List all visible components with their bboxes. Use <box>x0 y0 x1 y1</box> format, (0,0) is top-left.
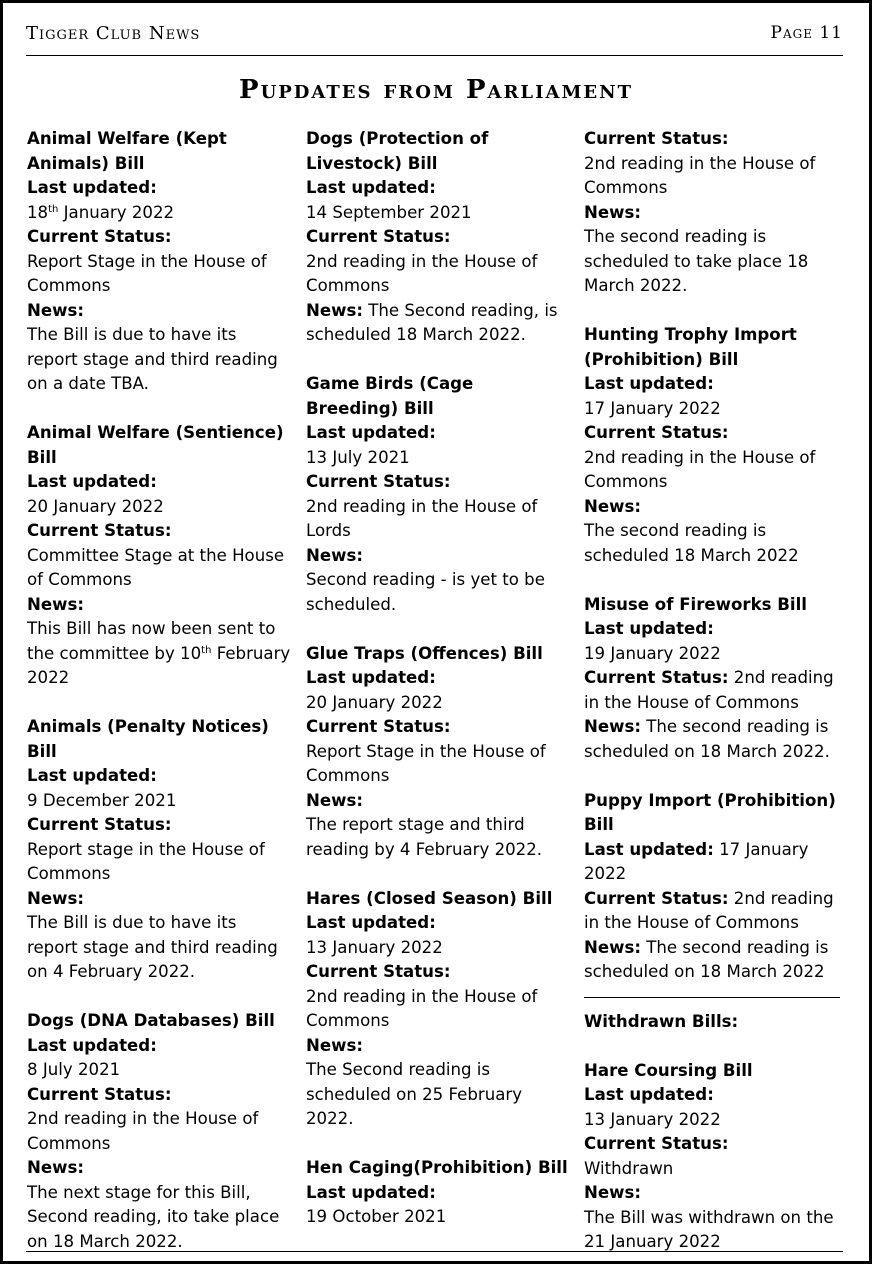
page-title: Pupdates from Parliament <box>239 75 633 105</box>
column-2 <box>306 127 570 1254</box>
bill-entry <box>27 421 291 691</box>
news-label: News: <box>306 300 363 320</box>
last-updated-value: 19 October 2021 <box>306 1207 447 1226</box>
news-value: The Bill is due to have its report stage and third reading on a date TBA. <box>27 325 278 393</box>
bill-name: Game Birds (Cage Breeding) Bill <box>306 374 474 418</box>
bill-entry <box>27 715 291 985</box>
last-updated-label: Last updated: <box>27 766 157 785</box>
current-status-value: Report Stage in the House of Commons <box>306 741 546 785</box>
current-status-label: Current Status: <box>584 1134 729 1153</box>
bill-name: Hen Caging(Prohibition) Bill <box>306 1158 568 1177</box>
last-updated-label: Last updated: <box>27 178 157 197</box>
current-status-label: Current Status: <box>306 717 451 736</box>
bill-entry <box>306 127 570 348</box>
news-label: News: <box>27 888 84 908</box>
current-status-label: Current Status: <box>27 815 172 834</box>
last-updated-value: 18th January 2022 <box>27 202 175 222</box>
current-status-value: Withdrawn <box>584 1158 674 1178</box>
bill-name: Misuse of Fireworks Bill <box>584 594 807 614</box>
bill-name: Glue Traps (Offences) Bill <box>306 643 543 663</box>
bill-entry <box>584 789 846 985</box>
last-updated-value: 9 December 2021 <box>27 790 177 810</box>
news-label: News: <box>584 937 641 957</box>
last-updated-value: 19 January 2022 <box>584 643 721 663</box>
news-label: News: <box>306 790 363 810</box>
bill-name: Hares (Closed Season) Bill <box>306 888 553 908</box>
last-updated-label: Last updated: <box>584 839 714 859</box>
current-status-label: Current Status: <box>584 423 729 442</box>
bill-entry <box>306 887 570 1132</box>
news-value: The second reading is scheduled on 18 March 2022 <box>584 937 829 981</box>
news-label: News: <box>584 202 641 222</box>
last-updated-value: 17 January 2022 <box>584 398 721 418</box>
withdrawn-heading-block <box>584 1010 846 1035</box>
bill-name: Dogs (Protection of Livestock) Bill <box>306 129 489 173</box>
last-updated-label: Last updated: <box>27 1035 157 1055</box>
news-value: The Bill was withdrawn on the 21 January 2022 <box>584 1207 834 1251</box>
last-updated-line <box>584 838 846 887</box>
news-label: News: <box>584 496 641 516</box>
current-status-label: Current Status: <box>27 227 172 246</box>
news-value: The second reading is scheduled 18 March 2022 <box>584 521 799 565</box>
last-updated-label: Last updated: <box>584 619 714 638</box>
news-value: The Bill is due to have its report stage and third reading on 4 February 2022. <box>27 913 278 981</box>
current-status-label: Current Status: <box>306 227 451 246</box>
current-status-value: 2nd reading in the House of Lords <box>306 496 538 540</box>
last-updated-label: Last updated: <box>306 423 436 442</box>
current-status-label: Current Status: <box>584 888 729 908</box>
news-value: The second reading is scheduled to take place 18 March 2022. <box>584 227 809 295</box>
bill-name: Animal Welfare (Sentience) Bill <box>27 423 284 467</box>
last-updated-label: Last updated: <box>306 668 436 687</box>
last-updated-label: Last updated: <box>584 374 714 393</box>
bill-name: Dogs (DNA Databases) Bill <box>27 1011 275 1030</box>
current-status-label: Current Status: <box>584 668 729 687</box>
news-line <box>584 936 846 985</box>
bill-entry <box>584 593 846 765</box>
last-updated-value: 17 January 2022 <box>584 839 809 883</box>
column-1 <box>27 127 291 1279</box>
bill-entry <box>27 127 291 397</box>
bill-entry <box>306 1156 570 1230</box>
news-line <box>584 715 846 764</box>
last-updated-label: Last updated: <box>306 178 436 197</box>
bill-entry <box>27 1009 291 1254</box>
last-updated-value: 13 January 2022 <box>584 1109 721 1129</box>
bill-entry <box>306 372 570 617</box>
current-status-label: Current Status: <box>584 129 729 148</box>
bill-entry-withdrawn <box>584 1059 846 1255</box>
current-status-value: 2nd reading in the House of Commons <box>584 668 834 712</box>
page-header <box>26 23 843 56</box>
last-updated-label: Last updated: <box>306 1182 436 1202</box>
last-updated-value: 8 July 2021 <box>27 1060 121 1079</box>
bill-name: Animals (Penalty Notices) Bill <box>27 717 269 761</box>
current-status-value: 2nd reading in the House of Commons <box>306 986 538 1030</box>
current-status-value: 2nd reading in the House of Commons <box>584 447 816 491</box>
last-updated-label: Last updated: <box>584 1085 714 1104</box>
news-label: News: <box>584 1183 641 1202</box>
news-label: News: <box>27 1158 84 1177</box>
news-label: News: <box>27 594 84 614</box>
last-updated-value: 20 January 2022 <box>27 496 164 516</box>
last-updated-value: 14 September 2021 <box>306 202 472 222</box>
last-updated-value: 13 July 2021 <box>306 447 410 467</box>
column-3 <box>584 127 846 1279</box>
current-status-label: Current Status: <box>306 962 451 981</box>
news-label: News: <box>584 717 641 736</box>
current-status-label: Current Status: <box>27 1084 172 1104</box>
current-status-line <box>584 666 846 715</box>
bill-name: Puppy Import (Prohibition) Bill <box>584 790 836 834</box>
news-value: This Bill has now been sent to the committee by 10th February 2022 <box>27 619 291 687</box>
current-status-value: 2nd reading in the House of Commons <box>584 888 834 932</box>
section-divider <box>584 997 840 998</box>
current-status-label: Current Status: <box>306 472 451 491</box>
footer-rule <box>26 1251 843 1252</box>
last-updated-label: Last updated: <box>306 913 436 932</box>
current-status-value: 2nd reading in the House of Commons <box>27 1109 259 1153</box>
news-line <box>306 299 570 348</box>
current-status-value: 2nd reading in the House of Commons <box>306 251 538 295</box>
bill-entry <box>306 642 570 863</box>
news-value: The Second reading is scheduled on 25 February 2022. <box>306 1060 523 1128</box>
last-updated-label: Last updated: <box>27 472 157 491</box>
newsletter-name: Tigger Club News <box>26 23 201 44</box>
news-value: The Second reading, is scheduled 18 March 2022. <box>306 300 558 344</box>
current-status-value: Report Stage in the House of Commons <box>27 251 267 295</box>
bill-entry-continued <box>584 127 846 299</box>
news-label: News: <box>306 545 363 565</box>
bill-entry <box>584 323 846 568</box>
last-updated-value: 13 January 2022 <box>306 937 443 957</box>
news-value: The second reading is scheduled on 18 March 2022. <box>584 717 830 761</box>
bill-name: Hunting Trophy Import (Prohibition) Bill <box>584 325 797 369</box>
news-label: News: <box>27 300 84 320</box>
news-value: Second reading - is yet to be scheduled. <box>306 570 545 614</box>
news-label: News: <box>306 1035 363 1055</box>
current-status-line <box>584 887 846 936</box>
last-updated-value: 20 January 2022 <box>306 692 443 712</box>
current-status-value: Report stage in the House of Commons <box>27 839 265 883</box>
withdrawn-heading: Withdrawn Bills: <box>584 1011 739 1031</box>
current-status-label: Current Status: <box>27 521 172 540</box>
current-status-value: Committee Stage at the House of Commons <box>27 545 285 589</box>
bill-name: Animal Welfare (Kept Animals) Bill <box>27 129 227 173</box>
page-number: Page 11 <box>770 23 843 43</box>
news-value: The next stage for this Bill, Second reading, ito take place on 18 March 2022. <box>27 1182 280 1251</box>
current-status-value: 2nd reading in the House of Commons <box>584 153 816 197</box>
news-value: The report stage and third reading by 4 February 2022. <box>306 815 543 859</box>
bill-name: Hare Coursing Bill <box>584 1060 753 1080</box>
